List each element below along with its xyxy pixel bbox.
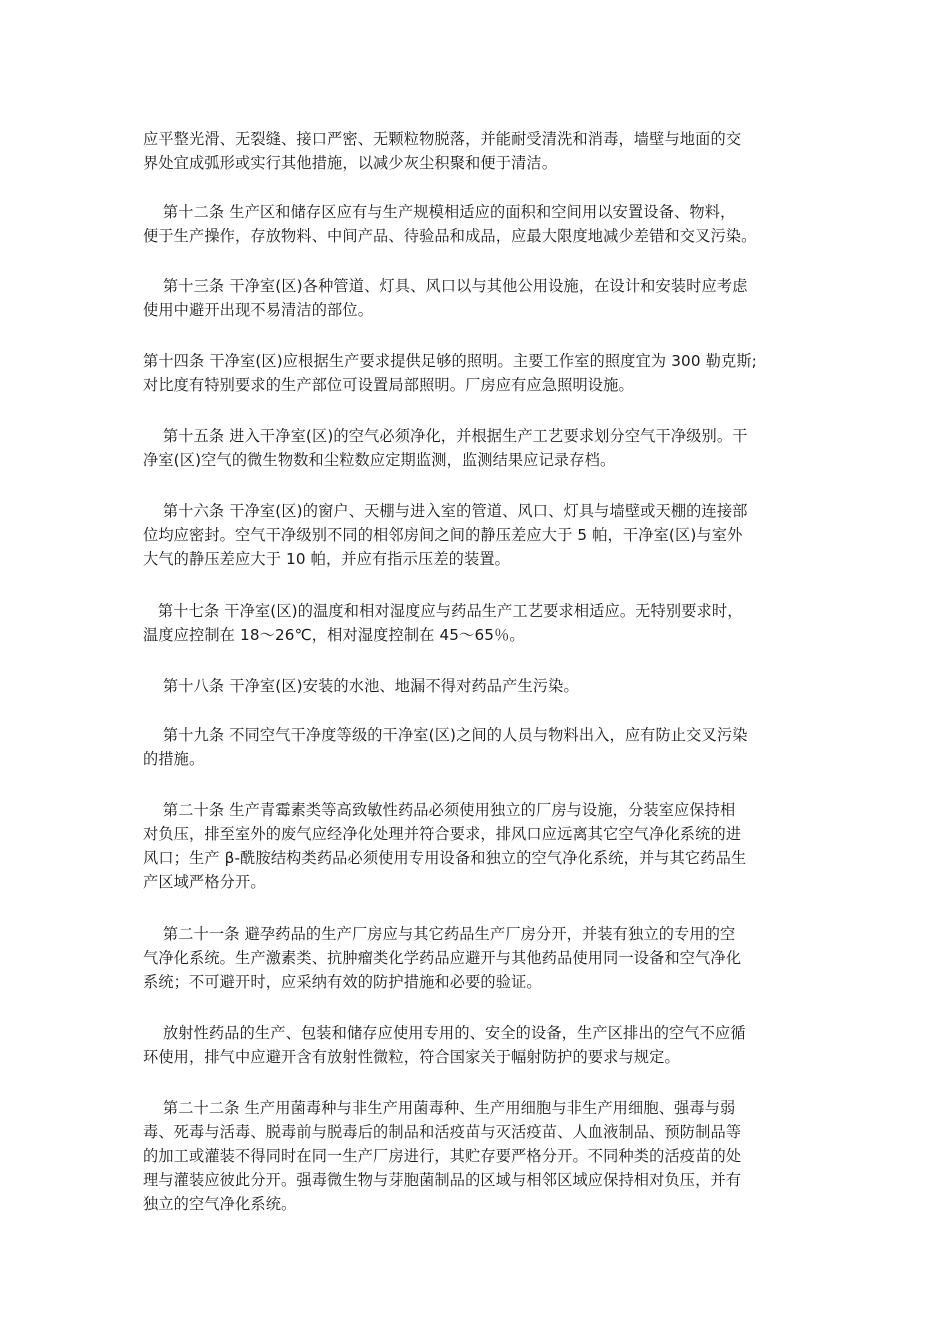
text-line: 第十二条 生产区和储存区应有与生产规模相适应的面积和空间用以安置设备、物料， xyxy=(143,203,736,221)
text-line: 界处宜成弧形或实行其他措施，以减少灰尘积聚和便于清洁。 xyxy=(143,154,558,172)
text-line: 的加工或灌装不得同时在同一生产厂房进行，其贮存要严格分开。不同种类的活疫苗的处 xyxy=(143,1147,742,1165)
text-line: 气净化系统。生产激素类、抗肿瘤类化学药品应避开与其他药品使用同一设备和空气净化 xyxy=(143,949,742,967)
paragraph-article-13 xyxy=(143,274,813,322)
paragraph-article-14 xyxy=(143,349,813,397)
text-line: 独立的空气净化系统。 xyxy=(143,1195,297,1213)
text-line: 大气的静压差应大于 10 帕，并应有指示压差的装置。 xyxy=(143,550,511,568)
text-line: 第二十条 生产青霉素类等高致敏性药品必须使用独立的厂房与设施，分装室应保持相 xyxy=(143,801,736,819)
text-line: 风口；生产 β-酰胺结构类药品必须使用专用设备和独立的空气净化系统，并与其它药品生 xyxy=(143,849,747,867)
paragraph-article-18 xyxy=(143,674,813,698)
paragraph-article-22 xyxy=(143,1096,813,1216)
paragraph-article-16 xyxy=(143,499,813,571)
text-line: 第二十二条 生产用菌毒种与非生产用菌毒种、生产用细胞与非生产用细胞、强毒与弱 xyxy=(143,1099,736,1117)
text-line: 的措施。 xyxy=(143,750,205,768)
text-line: 第十四条 干净室(区)应根据生产要求提供足够的照明。主要工作室的照度宜为 300 勒克斯; xyxy=(143,352,757,370)
text-line: 第十八条 干净室(区)安装的水池、地漏不得对药品产生污染。 xyxy=(143,677,579,695)
text-line: 应平整光滑、无裂缝、接口严密、无颗粒物脱落，并能耐受清洗和消毒，墙壁与地面的交 xyxy=(143,130,742,148)
text-line: 温度应控制在 18～26℃，相对湿度控制在 45～65％。 xyxy=(143,626,525,644)
text-line: 便于生产操作，存放物料、中间产品、待验品和成品，应最大限度地减少差错和交叉污染。 xyxy=(143,227,757,245)
text-line: 第十三条 干净室(区)各种管道、灯具、风口以与其他公用设施，在设计和安装时应考虑 xyxy=(143,277,748,295)
text-line: 毒、死毒与活毒、脱毒前与脱毒后的制品和活疫苗与灭活疫苗、人血液制品、预防制品等 xyxy=(143,1123,742,1141)
text-line: 使用中避开出现不易清洁的部位。 xyxy=(143,301,374,319)
paragraph-article-15 xyxy=(143,424,813,472)
paragraph-article-21 xyxy=(143,922,813,994)
text-line: 对负压，排至室外的废气应经净化处理并符合要求，排风口应远离其它空气净化系统的进 xyxy=(143,825,742,843)
paragraph-radioactive xyxy=(143,1021,813,1069)
paragraph-article-20 xyxy=(143,798,813,894)
text-line: 第十五条 进入干净室(区)的空气必须净化，并根据生产工艺要求划分空气干净级别。干 xyxy=(143,427,748,445)
text-line: 放射性药品的生产、包装和储存应使用专用的、安全的设备，生产区排出的空气不应循 xyxy=(143,1024,746,1042)
text-line: 第十九条 不同空气干净度等级的干净室(区)之间的人员与物料出入，应有防止交叉污染 xyxy=(143,726,748,744)
text-line: 理与灌装应彼此分开。强毒微生物与芽胞菌制品的区域与相邻区域应保持相对负压，并有 xyxy=(143,1171,742,1189)
paragraph-continuation xyxy=(143,127,813,175)
paragraph-article-17 xyxy=(143,599,813,647)
text-line: 系统；不可避开时，应采纳有效的防护措施和必要的验证。 xyxy=(143,973,542,991)
text-line: 位均应密封。空气干净级别不同的相邻房间之间的静压差应大于 5 帕，干净室(区)与室外 xyxy=(143,526,743,544)
text-line: 第十六条 干净室(区)的窗户、天棚与进入室的管道、风口、灯具与墙壁或天棚的连接部 xyxy=(143,502,748,520)
text-line: 第二十一条 避孕药品的生产厂房应与其它药品生产厂房分开，并装有独立的专用的空 xyxy=(143,925,736,943)
text-line: 对比度有特别要求的生产部位可设置局部照明。厂房应有应急照明设施。 xyxy=(143,376,634,394)
text-line: 环使用，排气中应避开含有放射性微粒，符合国家关于幅射防护的要求与规定。 xyxy=(143,1048,680,1066)
paragraph-article-19 xyxy=(143,723,813,771)
text-line: 产区域严格分开。 xyxy=(143,873,266,891)
text-line: 净室(区)空气的微生物数和尘粒数应定期监测，监测结果应记录存档。 xyxy=(143,451,616,469)
paragraph-article-12 xyxy=(143,200,813,248)
text-line: 第十七条 干净室(区)的温度和相对湿度应与药品生产工艺要求相适应。无特别要求时， xyxy=(143,602,743,620)
